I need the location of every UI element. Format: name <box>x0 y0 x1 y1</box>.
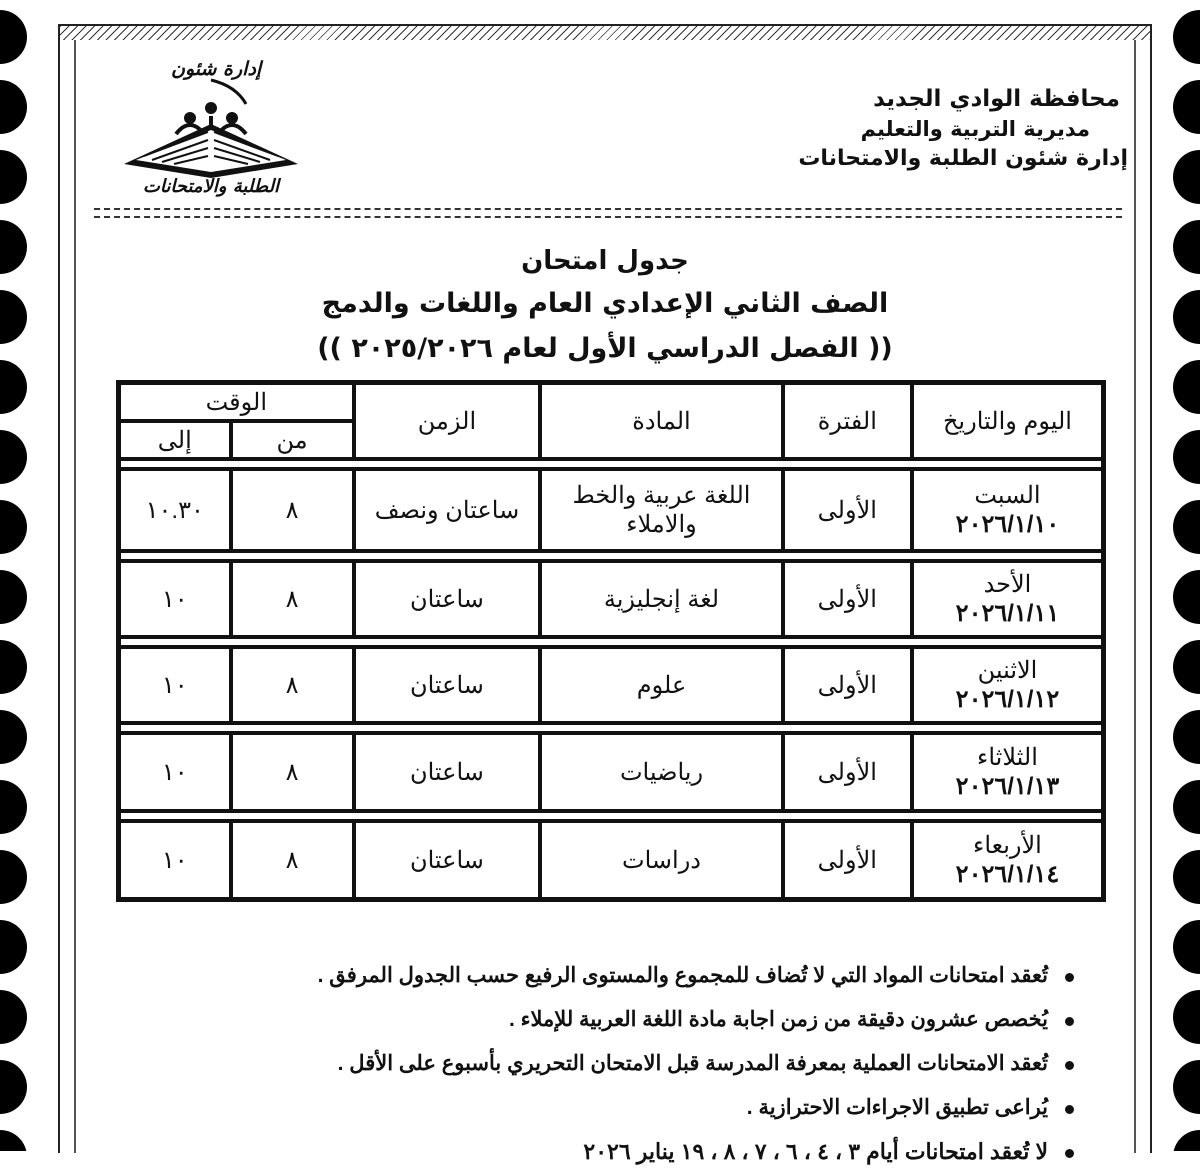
directorate-name: مديرية التربية والتعليم <box>860 117 1090 141</box>
to-cell: ١٠ <box>119 647 231 723</box>
subject-cell: دراسات <box>540 821 782 899</box>
perforated-edge-right <box>1160 0 1200 1151</box>
logo-bottom-text: الطلبة والامتحانات <box>142 176 280 197</box>
header-divider <box>94 208 1122 210</box>
table-row <box>119 733 1103 811</box>
document-frame <box>74 40 1136 1164</box>
table-row <box>119 469 1103 551</box>
day-name: الاثنين <box>977 657 1038 684</box>
subject-cell: اللغة عربية والخط والاملاء <box>540 469 782 551</box>
day-date-cell <box>912 647 1103 723</box>
from-cell: ٨ <box>231 561 354 637</box>
day-name: الثلاثاء <box>977 744 1038 771</box>
period-cell: الأولى <box>783 647 912 723</box>
list-item: لا تُعقد امتحانات أيام ٣ ، ٤ ، ٦ ، ٧ ، ٨ ، ١٩ يناير ٢٠٢٦ <box>174 1130 1074 1174</box>
period-cell: الأولى <box>783 821 912 899</box>
table-row <box>119 561 1103 637</box>
duration-cell: ساعتان <box>354 561 541 637</box>
subject-cell: رياضيات <box>540 733 782 811</box>
day-date-cell <box>912 561 1103 637</box>
governorate-name: محافظة الوادي الجديد <box>873 86 1120 112</box>
from-cell: ٨ <box>231 821 354 899</box>
administration-name: إدارة شئون الطلبة والامتحانات <box>798 146 1128 171</box>
grade-title: الصف الثاني الإعدادي العام واللغات والدمج <box>321 288 889 319</box>
exam-date: ٢٠٢٦/١/١٣ <box>955 773 1060 800</box>
period-cell: الأولى <box>783 469 912 551</box>
duration-cell: ساعتان <box>354 821 541 899</box>
table-row <box>119 821 1103 899</box>
exam-date: ٢٠٢٦/١/١٠ <box>955 511 1060 538</box>
from-cell: ٨ <box>231 647 354 723</box>
duration-cell: ساعتان <box>354 733 541 811</box>
to-cell: ١٠ <box>119 561 231 637</box>
header-duration: الزمن <box>354 383 541 459</box>
to-cell: ١٠.٣٠ <box>119 469 231 551</box>
day-name: السبت <box>974 482 1041 509</box>
duration-cell: ساعتان <box>354 647 541 723</box>
day-name: الأحد <box>983 571 1032 598</box>
period-cell: الأولى <box>783 733 912 811</box>
header-period: الفترة <box>783 383 912 459</box>
from-cell: ٨ <box>231 469 354 551</box>
document-page <box>58 24 1152 1164</box>
duration-cell: ساعتان ونصف <box>354 469 541 551</box>
notes-list <box>174 954 1074 1174</box>
to-cell: ١٠ <box>119 821 231 899</box>
term-title: (( الفصل الدراسي الأول لعام ٢٠٢٥/٢٠٢٦ )) <box>317 333 893 364</box>
logo-top-text: إدارة شئون <box>171 58 262 80</box>
day-date-cell <box>912 733 1103 811</box>
exam-date: ٢٠٢٦/١/١١ <box>955 600 1060 627</box>
issuer-header <box>798 84 1128 174</box>
header-time: الوقت <box>119 383 354 421</box>
day-date-cell <box>912 469 1103 551</box>
exam-date: ٢٠٢٦/١/١٤ <box>955 861 1060 888</box>
list-item: يُراعى تطبيق الاجراءات الاحترازية . <box>174 1086 1074 1130</box>
table-header-row <box>119 383 1103 421</box>
list-item: تُعقد الامتحانات العملية بمعرفة المدرسة قبل الامتحان التحريري بأسبوع على الأقل . <box>174 1042 1074 1086</box>
day-name: الأربعاء <box>973 832 1042 859</box>
list-item: تُعقد امتحانات المواد التي لا تُضاف للمجموع والمستوى الرفيع حسب الجدول المرفق . <box>174 954 1074 998</box>
exam-date: ٢٠٢٦/١/١٢ <box>955 686 1060 713</box>
exam-schedule-table <box>116 380 1106 902</box>
period-cell: الأولى <box>783 561 912 637</box>
header-from: من <box>231 421 354 459</box>
perforated-edge-left <box>0 0 40 1151</box>
subject-cell: علوم <box>540 647 782 723</box>
table-row <box>119 647 1103 723</box>
header-to: إلى <box>119 421 231 459</box>
schedule-title: جدول امتحان <box>521 246 689 276</box>
header-divider-second <box>94 216 1122 218</box>
to-cell: ١٠ <box>119 733 231 811</box>
from-cell: ٨ <box>231 733 354 811</box>
list-item: يُخصص عشرون دقيقة من زمن اجابة مادة اللغة العربية للإملاء . <box>174 998 1074 1042</box>
header-day-date: اليوم والتاريخ <box>912 383 1103 459</box>
header-subject: المادة <box>540 383 782 459</box>
title-block <box>76 240 1134 372</box>
subject-cell: لغة إنجليزية <box>540 561 782 637</box>
administration-logo <box>116 56 306 206</box>
day-date-cell <box>912 821 1103 899</box>
